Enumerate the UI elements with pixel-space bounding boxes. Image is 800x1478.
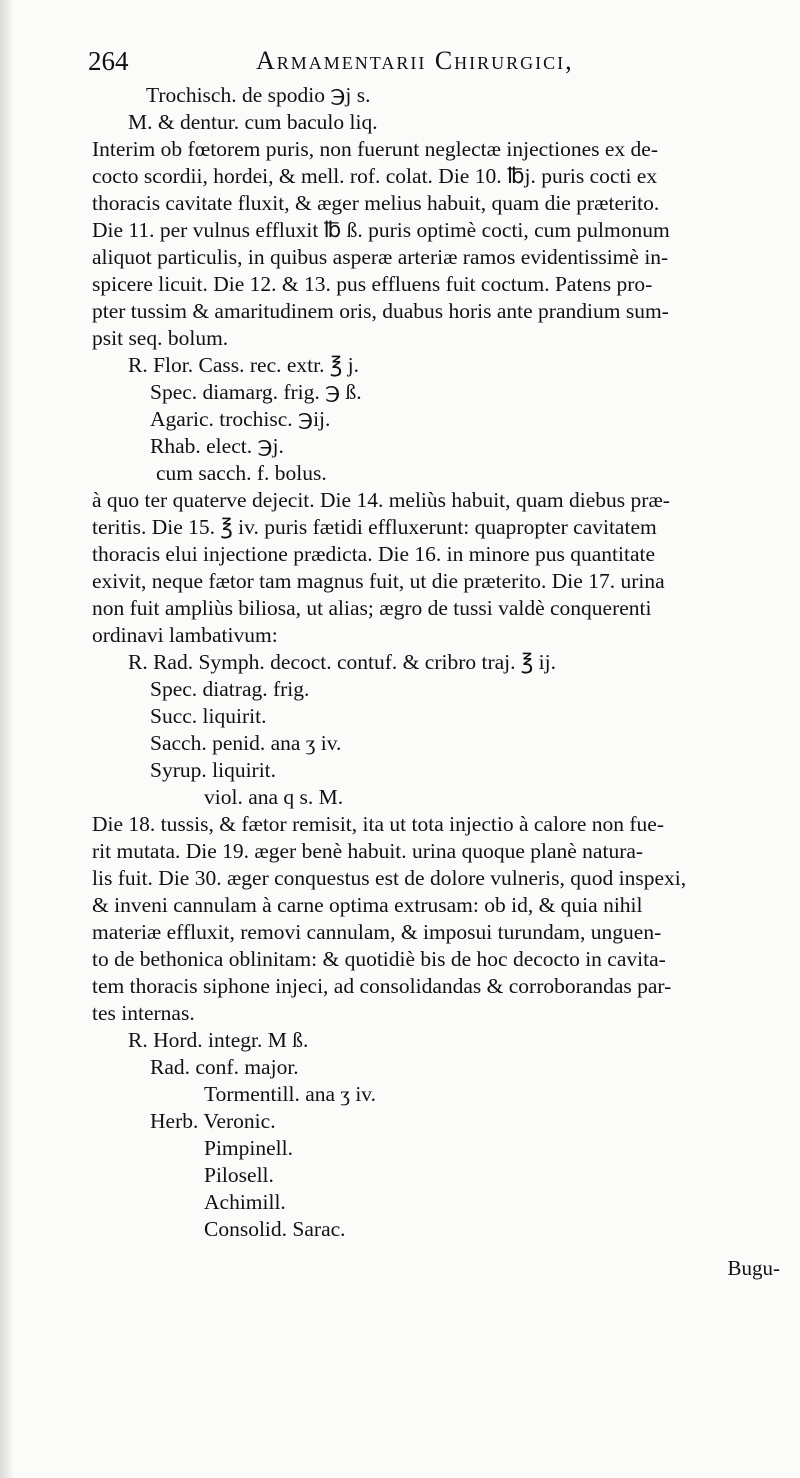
text-line: M. & dentur. cum baculo liq.	[128, 110, 378, 134]
text-line: thoracis cavitate fluxit, & æger melius habuit, quam die præterito.	[92, 191, 660, 215]
text-line: Pilosell.	[204, 1163, 274, 1187]
text-line: Trochisch. de spodio ℈j s.	[146, 83, 371, 107]
text-line: Syrup. liquirit.	[150, 758, 277, 782]
text-line: à quo ter quaterve dejecit. Die 14. meliùs habuit, quam diebus præ-	[92, 488, 670, 512]
text-line: Tormentill. ana ʒ iv.	[204, 1082, 377, 1106]
text-line: Die 11. per vulnus effluxit ℔ ß. puris optimè cocti, cum pulmonum	[92, 218, 670, 242]
body-text	[92, 82, 772, 1243]
text-line: R. Rad. Symph. decoct. contuf. & cribro traj. ℥ ij.	[128, 650, 557, 674]
text-line: cum sacch. f. bolus.	[156, 461, 327, 485]
gutter-shadow	[0, 0, 14, 1478]
text-line: R. Hord. integr. M ß.	[128, 1028, 309, 1052]
page-number: 264	[88, 46, 129, 76]
text-line: Interim ob fœtorem puris, non fuerunt neglectæ injectiones ex de-	[92, 137, 659, 161]
text-line: Achimill.	[204, 1190, 286, 1214]
text-line: tes internas.	[92, 1001, 195, 1025]
text-line: Spec. diamarg. frig. ℈ ß.	[150, 380, 362, 404]
text-line: Herb. Veronic.	[150, 1109, 276, 1133]
text-line: Sacch. penid. ana ʒ iv.	[150, 731, 342, 755]
text-line: rit mutata. Die 19. æger benè habuit. urina quoque planè natura-	[92, 839, 644, 863]
running-head: Armamentarii Chirurgici,	[256, 46, 574, 75]
text-line: materiæ effluxit, removi cannulam, & imposui turundam, unguen-	[92, 920, 662, 944]
text-line: exivit, neque fætor tam magnus fuit, ut die præterito. Die 17. urina	[92, 569, 665, 593]
text-line: thoracis elui injectione prædicta. Die 16. in minore pus quantitate	[92, 542, 656, 566]
text-line: Spec. diatrag. frig.	[150, 677, 310, 701]
text-line: Rad. conf. major.	[150, 1055, 299, 1079]
text-line: teritis. Die 15. ℥ iv. puris fætidi effluxerunt: quapropter cavitatem	[92, 515, 657, 539]
text-line: to de bethonica oblinitam: & quotidiè bis de hoc decocto in cavita-	[92, 947, 666, 971]
text-line: Consolid. Sarac.	[204, 1217, 346, 1241]
text-line: non fuit ampliùs biliosa, ut alias; ægro de tussi valdè conquerenti	[92, 596, 652, 620]
text-line: Agaric. trochisc. ℈ij.	[150, 407, 331, 431]
text-line: Succ. liquirit.	[150, 704, 267, 728]
text-line: R. Flor. Cass. rec. extr. ℥ j.	[128, 353, 359, 377]
text-line: psit seq. bolum.	[92, 326, 229, 350]
catchword: Bugu-	[727, 1256, 780, 1280]
text-line: aliquot particulis, in quibus asperæ arteriæ ramos evidentissimè in-	[92, 245, 669, 269]
text-line: viol. ana q s. M.	[204, 785, 344, 809]
text-line: lis fuit. Die 30. æger conquestus est de dolore vulneris, quod inspexi,	[92, 866, 687, 890]
text-line: & inveni cannulam à carne optima extrusam: ob id, & quia nihil	[92, 893, 643, 917]
text-line: ordinavi lambativum:	[92, 623, 278, 647]
text-line: spicere licuit. Die 12. & 13. pus effluens fuit coctum. Patens pro-	[92, 272, 653, 296]
text-line: pter tussim & amaritudinem oris, duabus horis ante prandium sum-	[92, 299, 669, 323]
text-line: Die 18. tussis, & fætor remisit, ita ut tota injectio à calore non fue-	[92, 812, 665, 836]
text-line: tem thoracis siphone injeci, ad consolidandas & corroborandas par-	[92, 974, 672, 998]
text-line: cocto scordii, hordei, & mell. rof. colat. Die 10. ℔j. puris cocti ex	[92, 164, 658, 188]
text-line: Rhab. elect. ℈j.	[150, 434, 284, 458]
text-line: Pimpinell.	[204, 1136, 293, 1160]
page-header	[88, 40, 770, 80]
